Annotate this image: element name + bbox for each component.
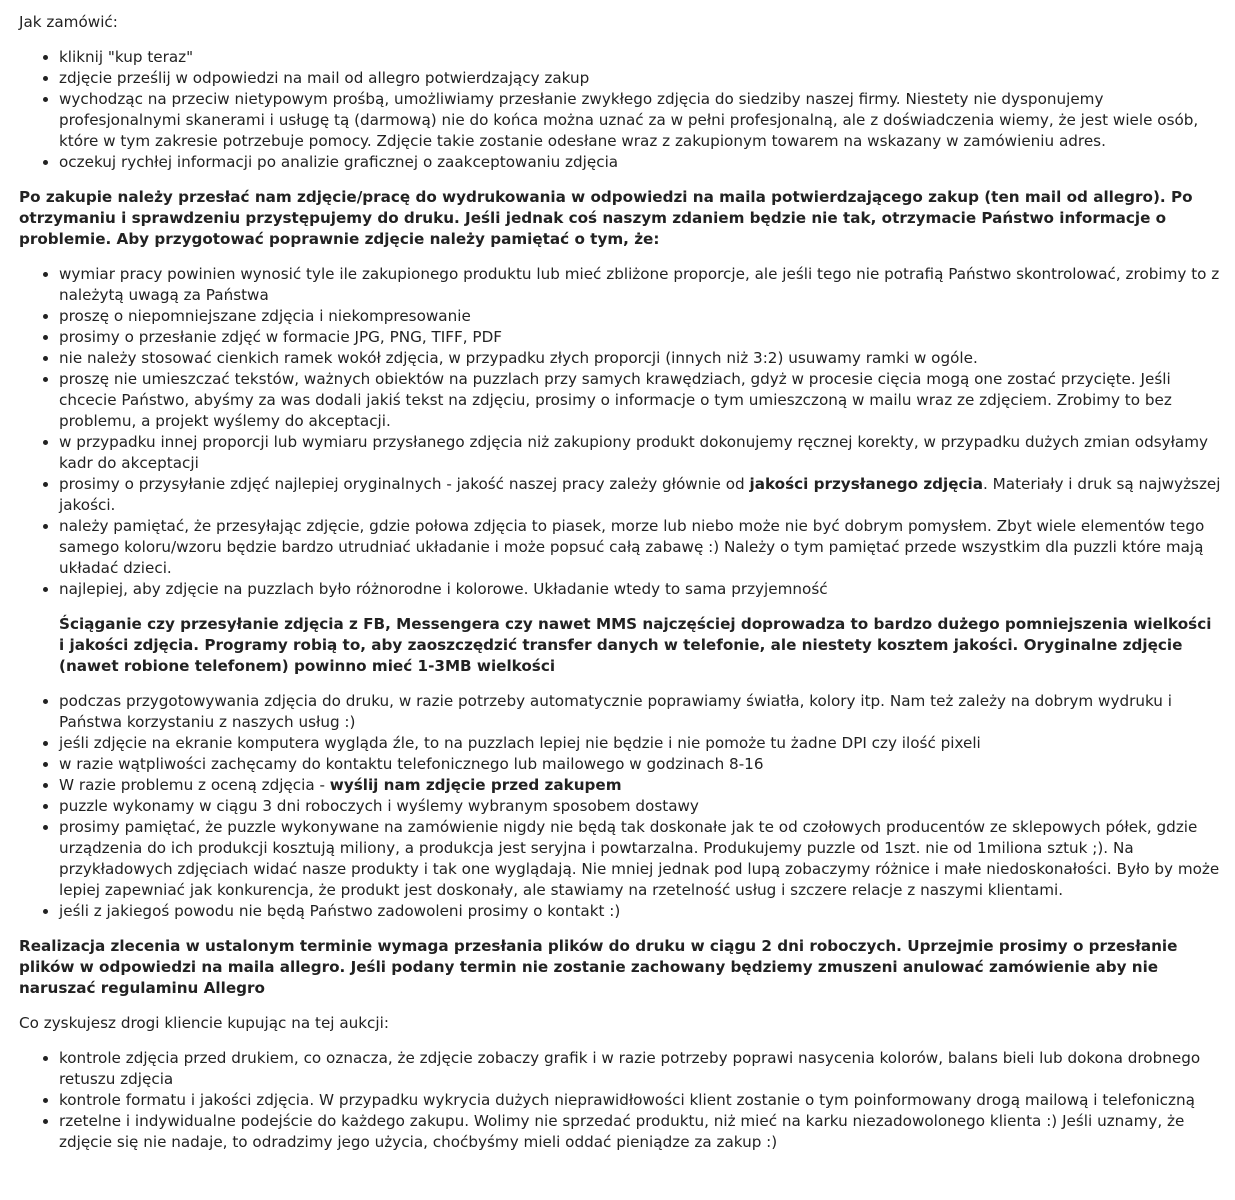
list-item: • puzzle wykonamy w ciągu 3 dni roboczych i wyślemy wybranym sposobem dostawy (59, 796, 1221, 817)
list-item: • rzetelne i indywidualne podejście do każdego zakupu. Wolimy nie sprzedać produktu, niż mieć na karku niezadowolonego klienta :) Jeśli uznamy, że zdjęcie się nie nadaje, to odradzimy jego użycia, choćbyśmy mieli oddać pieniądze za zakup :) (59, 1111, 1221, 1153)
text-segment: prosimy o przysyłanie zdjęć najlepiej oryginalnych - jakość naszej pracy zależy głównie od (59, 475, 750, 493)
list-item: • oczekuj rychłej informacji po analizie graficznej o zaakceptowaniu zdjęcia (59, 152, 1221, 173)
benefits-heading: Co zyskujesz drogi kliencie kupując na tej aukcji: (19, 1014, 389, 1032)
list-item (59, 474, 1221, 516)
process-info-list (19, 691, 1221, 922)
list-item: • należy pamiętać, że przesyłając zdjęcie, gdzie połowa zdjęcia to piasek, morze lub niebo może nie być dobrym pomysłem. Zbyt wiele elementów tego samego koloru/wzoru będzie bardzo utrudniać układanie i może popsuć całą zabawę :) Należy o tym pamiętać przede wszystkim dla puzzli które mają układać dzieci. (59, 516, 1221, 579)
order-steps-list (19, 47, 1221, 173)
list-item: • prosimy pamiętać, że puzzle wykonywane na zamówienie nigdy nie będą tak doskonałe jak te od czołowych producentów ze sklepowych półek, gdzie urządzenia do ich produkcji kosztują miliony, a produkcja jest seryjna i powtarzalna. Produkujemy puzzle od 1szt. nie od 1miliona sztuk ;). Na przykładowych zdjęciach widać nasze produkty i tak one wyglądają. Nie mniej jednak pod lupą zobaczymy różnice i małe niedoskonałości. Było by może lepiej zapewniać jak konkurencja, że produkt jest doskonały, ale stawiamy na rzetelność usług i szczere relacje z naszymi klientami. (59, 817, 1221, 901)
order-heading: Jak zamówić: (19, 13, 118, 31)
list-item: • kliknij "kup teraz" (59, 47, 1221, 68)
list-item: • w przypadku innej proporcji lub wymiaru przysłanego zdjęcia niż zakupiony produkt dokonujemy ręcznej korekty, w przypadku dużych zmian odsyłamy kadr do akceptacji (59, 432, 1221, 474)
list-item: • nie należy stosować cienkich ramek wokół zdjęcia, w przypadku złych proporcji (innych niż 3:2) usuwamy ramki w ogóle. (59, 348, 1221, 369)
list-item: • kontrole zdjęcia przed drukiem, co oznacza, że zdjęcie zobaczy grafik i w razie potrzeby poprawi nasycenia kolorów, balans bieli lub dokona drobnego retuszu zdjęcia (59, 1048, 1221, 1090)
list-item: • jeśli z jakiegoś powodu nie będą Państwo zadowoleni prosimy o kontakt :) (59, 901, 1221, 922)
after-purchase-notice: Po zakupie należy przesłać nam zdjęcie/pracę do wydrukowania w odpowiedzi na maila potwierdzającego zakup (ten mail od allegro). Po otrzymaniu i sprawdzeniu przystępujemy do druku. Jeśli jednak coś naszym zdaniem będzie nie tak, otrzymacie Państwo informacje o problemie. Aby przygotować poprawnie zdjęcie należy pamiętać o tym, że: (19, 188, 1193, 248)
text-segment: W razie problemu z oceną zdjęcia - (59, 776, 330, 794)
fb-messenger-warning: Ściąganie czy przesyłanie zdjęcia z FB, Messengera czy nawet MMS najczęściej doprowadza to bardzo dużego pomniejszenia wielkości i jakości zdjęcia. Programy robią to, aby zaoszczędzić transfer danych w telefonie, ale niestety kosztem jakości. Oryginalne zdjęcie (nawet robione telefonem) powinno mieć 1-3MB wielkości (59, 615, 1212, 675)
list-item: • proszę o niepomniejszane zdjęcia i niekompresowanie (59, 306, 1221, 327)
benefits-list (19, 1048, 1221, 1153)
list-item: • w razie wątpliwości zachęcamy do kontaktu telefonicznego lub mailowego w godzinach 8-16 (59, 754, 1221, 775)
list-item: • wychodząc na przeciw nietypowym prośbą, umożliwiamy przesłanie zwykłego zdjęcia do siedziby naszej firmy. Niestety nie dysponujemy profesjonalnymi skanerami i usługę tą (darmową) nie do końca można uznać za w pełni profesjonalną, ale z doświadczenia wiemy, że jest wiele osób, które w tym zakresie potrzebuje pomocy. Zdjęcie takie zostanie odesłane wraz z zakupionym towarem na wskazany w zamówieniu adres. (59, 89, 1221, 152)
list-item: • wymiar pracy powinien wynosić tyle ile zakupionego produktu lub mieć zbliżone proporcje, ale jeśli tego nie potrafią Państwo skontrolować, zrobimy to z należytą uwagą za Państwa (59, 264, 1221, 306)
list-item: • prosimy o przesłanie zdjęć w formacie JPG, PNG, TIFF, PDF (59, 327, 1221, 348)
list-item: • podczas przygotowywania zdjęcia do druku, w razie potrzeby automatycznie poprawiamy światła, kolory itp. Nam też zależy na dobrym wydruku i Państwa korzystaniu z naszych usług :) (59, 691, 1221, 733)
photo-requirements-list (19, 264, 1221, 600)
list-item: • kontrole formatu i jakości zdjęcia. W przypadku wykrycia dużych nieprawidłowości klient zostanie o tym poinformowany drogą mailową i telefoniczną (59, 1090, 1221, 1111)
list-item: • jeśli zdjęcie na ekranie komputera wygląda źle, to na puzzlach lepiej nie będzie i nie pomoże tu żadne DPI czy ilość pixeli (59, 733, 1221, 754)
deadline-notice: Realizacja zlecenia w ustalonym terminie wymaga przesłania plików do druku w ciągu 2 dni roboczych. Uprzejmie prosimy o przesłanie plików w odpowiedzi na maila allegro. Jeśli podany termin nie zostanie zachowany będziemy zmuszeni anulować zamówienie aby nie naruszać regulaminu Allegro (19, 937, 1178, 997)
emphasis-text: wyślij nam zdjęcie przed zakupem (329, 776, 622, 794)
list-item: • zdjęcie prześlij w odpowiedzi na mail od allegro potwierdzający zakup (59, 68, 1221, 89)
list-item: • proszę nie umieszczać tekstów, ważnych obiektów na puzzlach przy samych krawędziach, gdyż w procesie cięcia mogą one zostać przycięte. Jeśli chcecie Państwo, abyśmy za was dodali jakiś tekst na zdjęciu, prosimy o informacje o tym umieszczoną w mailu wraz ze zdjęciem. Zrobimy to bez problemu, a projekt wyślemy do akceptacji. (59, 369, 1221, 432)
emphasis-text: jakości przysłanego zdjęcia (749, 475, 984, 493)
list-item (59, 775, 1221, 796)
text-segment: . Materiały i druk są najwyższej jakości. (59, 475, 1221, 514)
list-item: • najlepiej, aby zdjęcie na puzzlach było różnorodne i kolorowe. Układanie wtedy to sama przyjemność (59, 579, 1221, 600)
